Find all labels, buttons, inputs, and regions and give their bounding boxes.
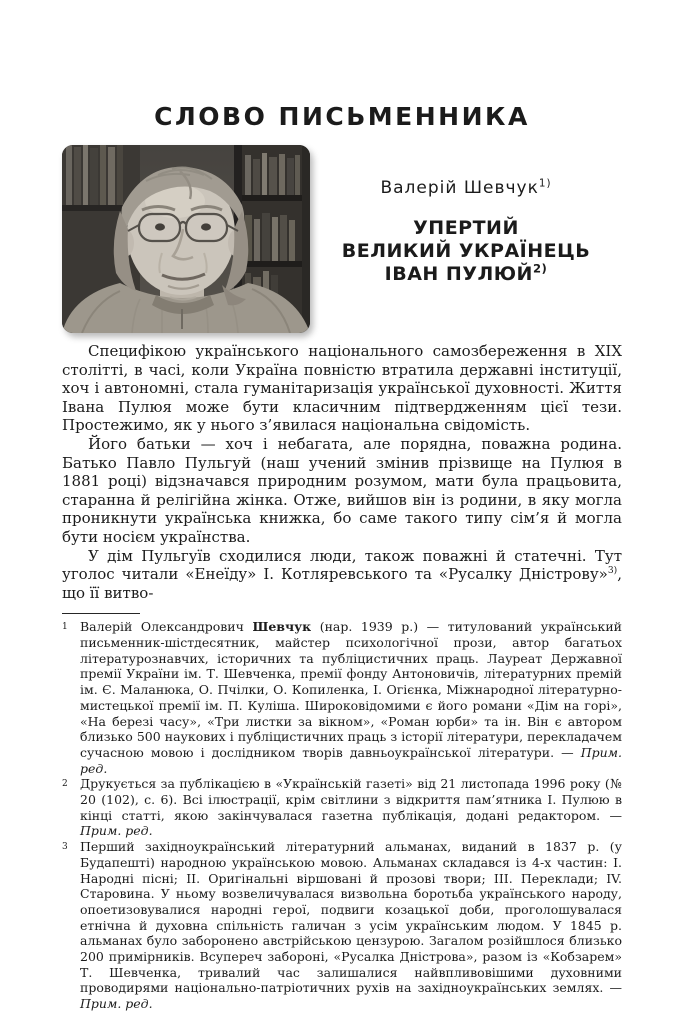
footnotes-section xyxy=(62,619,622,1012)
heading-line-3 xyxy=(342,263,590,286)
portrait-illustration xyxy=(62,145,310,333)
body-paragraph-3-text: У дім Пульгуїв сходилися люди, також поважні й статечні. Тут уголос читали «Енеїду» І. Котляревського та «Русалку Дністрову» xyxy=(62,546,622,584)
article-heading xyxy=(342,217,590,286)
footnote-1 xyxy=(62,619,622,776)
footnote-ref-2: 2) xyxy=(532,261,548,276)
heading-line-3-text: ІВАН ПУЛЮЙ xyxy=(384,263,533,285)
body-paragraph-3 xyxy=(62,547,622,603)
intro-section xyxy=(62,145,622,333)
footnote-separator xyxy=(62,613,140,614)
footnote-2-text: Друкується за публікацією в «Українській газеті» від 21 листопада 1996 року (№ 20 (102), с. 6). Всі ілюстрації, крім світлини з відкриття пам’ятника І. Пулюю в кінці статті, якою закінчувалася газетна публікація, додані редактором. — Прим. ред. xyxy=(80,776,622,839)
heading-line-1: УПЕРТИЙ xyxy=(413,217,519,239)
author-name xyxy=(380,178,551,198)
footnote-2-number: 2 xyxy=(62,779,68,790)
footnote-1-text: Валерій Олександрович Шевчук (нар. 1939 р.) — титулований український письменник-шістдесятник, майстер психологічної прози, автор багатьох літературознавчих, історичних та публіцистичних праць. Лауреат Державної премії України ім. Т. Шевченка, премії фонду Антоновичів, літературних премій ім. Є. Маланюка, О. Пчілки, О. Копиленка, І. Огієнка, Міжнародної літературно-мистецької премії ім. П. Куліша. Широковідомими є його романи «Дім на горі», «На березі часу», «Три листки за вікном», «Роман юрби» та ін. Він є автором близько 500 наукових і публіцистичних праць з історії літератури, перекладачем сучасною мовою і дослідником творів давньоукраїнської літератури. — Прим. ред. xyxy=(80,619,622,776)
author-portrait-photo xyxy=(62,145,310,333)
body-paragraph-2: Його батьки — хоч і небагата, але порядна, поважна родина. Батько Павло Пульгуй (наш учений змінив прізвище на Пулюя в 1881 році) відзначався природним розумом, мати була працьовита, старанна й релігійна жінка. Отже, вийшов він із родини, в яку могла проникнути українська книжка, бо саме такого типу сім’я й могла бути носієм українства. xyxy=(62,434,622,546)
footnote-3 xyxy=(62,839,622,1012)
page-title: СЛОВО ПИСЬМЕННИКА xyxy=(154,102,530,131)
intro-right-column xyxy=(310,145,622,333)
footnote-ref-3: 3) xyxy=(607,566,618,577)
article-body xyxy=(62,342,622,602)
footnote-ref-1: 1) xyxy=(538,177,552,190)
footnote-3-text: Перший західноукраїнський літературний альманах, виданий в 1837 р. (у Будапешті) народною українською мовою. Альманах складався із 4-х частин: I. Народні пісні; II. Оригінальні віршовані й прозові твори; III. Переклади; IV. Старовина. У ньому возвеличувалася визвольна боротьба українського народу, опоетизовувалися народні герої, подвиги козацької доби, проголошувалася етнічна й духовна спільність галичан з усім українським людом. У 1845 р. альманах було заборонено австрійською цензурою. Загалом розійшлося близько 200 примірників. Всупереч забороні, «Русалка Дністрова», разом із «Кобзарем» Т. Шевченка, тривалий час залишалися найвпливовішими духовними проводирями національно-патріотичних рухів на західноукраїнських землях. — Прим. ред. xyxy=(80,839,622,1012)
footnote-3-number: 3 xyxy=(62,842,68,853)
body-paragraph-1: Специфікою українського національного самозбереження в XIX столітті, в часі, коли Україна повністю втратила державні інституції, хоч і автономні, стала гуманітаризація української духовності. Життя Івана Пулюя може бути класичним підтвердженням цієї тези. Простежимо, як у нього з’явилася національна свідомість. xyxy=(62,342,622,435)
heading-line-2: ВЕЛИКИЙ УКРАЇНЕЦЬ xyxy=(341,240,591,262)
body-paragraph-3-tail: , що її витво- xyxy=(62,565,622,602)
footnote-1-number: 1 xyxy=(62,622,68,633)
footnote-2 xyxy=(62,776,622,839)
author-name-text: Валерій Шевчук xyxy=(380,178,539,198)
